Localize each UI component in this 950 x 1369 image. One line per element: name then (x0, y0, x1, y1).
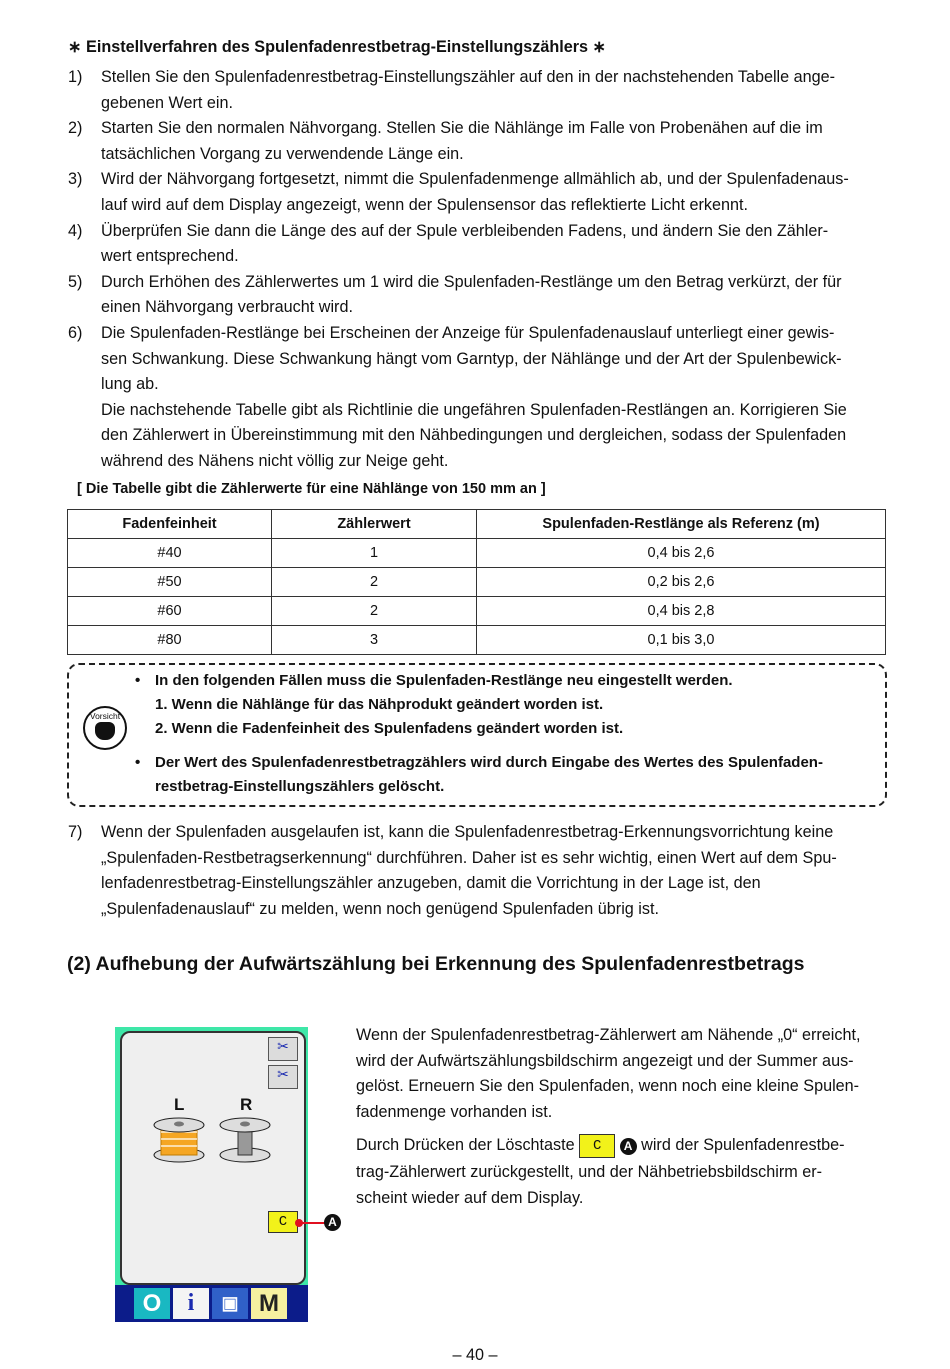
step-number: 5) (68, 272, 83, 291)
col-header: Fadenfeinheit (68, 510, 272, 539)
caution-bullet: • In den folgenden Fällen muss die Spulenfaden-Restlänge neu eingestellt werden. (135, 672, 733, 689)
thread-trim-icon[interactable]: ✂ (268, 1037, 298, 1061)
step-text-line: lung ab. (101, 375, 159, 394)
cell: 3 (272, 626, 477, 655)
callout-line (301, 1222, 325, 1224)
step-text-line: lauf wird auf dem Display angezeigt, wenn der Spulensensor das reflektierte Licht erkennt. (101, 195, 748, 214)
ready-key[interactable]: O (134, 1288, 170, 1319)
step-text-line: Überprüfen Sie dann die Länge des auf der Spule verbleibenden Fadens, und ändern Sie den Zähler- (101, 221, 829, 240)
communication-key[interactable]: ▣ (212, 1288, 248, 1319)
cell: #60 (68, 597, 272, 626)
cell: 0,4 bis 2,8 (477, 597, 886, 626)
full-bobbin-icon (152, 1115, 207, 1165)
cell: #40 (68, 539, 272, 568)
step-number: 2) (68, 119, 83, 138)
thread-clamp-icon[interactable]: ✂ (268, 1065, 298, 1089)
step-text-line: während des Nähens nicht völlig zur Neige geht. (101, 451, 449, 470)
table-row (68, 539, 886, 568)
empty-bobbin-icon (218, 1115, 273, 1165)
step-text-line: den Zählerwert in Übereinstimmung mit den Nähbedingungen und dergleichen, sodass der Spulenfaden (101, 426, 847, 445)
section-title: (2) Aufhebung der Aufwärtszählung bei Erkennung des Spulenfadenrestbetrags (67, 953, 805, 975)
bobbin-counter-panel (115, 1027, 337, 1322)
caution-box (67, 663, 887, 807)
table-row (68, 597, 886, 626)
table-header-row (68, 510, 886, 539)
step-number: 3) (68, 170, 83, 189)
step-text-line: Stellen Sie den Spulenfadenrestbetrag-Einstellungszähler auf den in der nachstehenden Tabelle ange- (101, 68, 836, 86)
step-number: 4) (68, 221, 83, 240)
col-header: Zählerwert (272, 510, 477, 539)
panel-key-bar (115, 1285, 308, 1322)
cell: 2 (272, 568, 477, 597)
clear-button[interactable]: C (268, 1211, 298, 1233)
procedure-heading: ∗ Einstellverfahren des Spulenfadenrestbetrag-Einstellungszählers ∗ (68, 38, 607, 56)
callout-a-label: A (324, 1214, 341, 1231)
step-text-line: Starten Sie den normalen Nähvorgang. Stellen Sie die Nählänge im Falle von Probenähen auf die im (101, 119, 823, 138)
table-row (68, 568, 886, 597)
info-key[interactable]: i (173, 1288, 209, 1319)
table-note: [ Die Tabelle gibt die Zählerwerte für eine Nählänge von 150 mm an ] (77, 481, 546, 497)
bobbin-right-label: R (240, 1095, 253, 1114)
callout-a-inline: A (620, 1138, 637, 1155)
caution-subitem: 1. Wenn die Nählänge für das Nähprodukt geändert worden ist. (155, 696, 604, 713)
clear-key-inline: C (579, 1134, 615, 1158)
caution-bullet: • Der Wert des Spulenfadenrestbetragzählers wird durch Eingabe des Wertes des Spulenfaden- (135, 754, 823, 771)
bobbin-left-label: L (174, 1095, 185, 1114)
mode-key[interactable]: M (251, 1288, 287, 1319)
step-text-line: einen Nähvorgang verbraucht wird. (101, 298, 353, 317)
manual-page: ∗ Einstellverfahren des Spulenfadenrestbetrag-Einstellungszählers ∗ 1) Stellen Sie den Spulenfadenrestbetrag-Einstellungszähler auf den in der nachstehenden Tabelle ange- gebenen Wert ein. 2) Starten Sie den normalen Nähvorgang. Stellen Sie die Nählänge im Falle von Probenähen auf die im tatsächlichen Vorgang zu verwendende Länge ein. 3) Wird der Nähvorgang fortgesetzt, nimmt die Spulenfadenmenge allmählich ab, und der Spulenfadenaus- lauf wird auf dem Display angezeigt, wenn der Spulensensor das reflektierte Licht erkennt. 4) Überprüfen Sie dann die Länge des auf der Spule verbleibenden Fadens, und ändern Sie den Zähler- wert entsprechend. 5) Durch Erhöhen des Zählerwertes um 1 wird die Spulenfaden-Restlänge um den Betrag verkürzt, der für einen Nähvorgang verbraucht wird. 6) Die Spulenfaden-Restlänge bei Erscheinen der Anzeige für Spulenfadenauslauf unterliegt einer gewis- sen Schwankung. Diese Schwankung hängt vom Garntyp, der Nählänge und der Art der Spulenbewick- lung ab. Die nachstehende Tabelle gibt als Richtlinie die ungefähren Spulenfaden-Restlängen an. Korrigieren Sie den Zählerwert in Übereinstimmung mit den Nähbedingungen und dergleichen, sodass der Spulenfaden während des Nähens nicht völlig zur Neige geht. [ Die Tabelle gibt die Zählerwerte für eine Nählänge von 150 mm an ] Fadenfeinheit Zählerwert Spulenfaden-Restlänge als Referenz (m) #40 1 0,4 bis 2,6 #50 2 0,2 bis 2,6 #60 2 0,4 bis 2,8 #80 3 0,1 bis 3,0 Vorsicht • In den folgenden Fällen muss die Spulenfaden-Restlänge neu eingestellt werden. 1. Wenn die Nählänge für das Nähprodukt geändert worden ist. 2. Wenn die Fadenfeinheit des Spulenfadens geändert worden ist. • Der Wert des Spulenfadenrestbetragzählers wird durch Eingabe des Wertes des Spulenfaden- restbetrag-Einstellungszählers gelöscht. 7) Wenn der Spulenfaden ausgelaufen ist, kann die Spulenfadenrestbetrag-Erkennungsvorrichtung keine „Spulenfaden-Restbetragserkennung“ durchführen. Daher ist es sehr wichtig, einen Wert auf dem Spu- lenfadenrestbetrag-Einstellungszähler anzugeben, damit die Vorrichtung in der Lage ist, den „Spulenfadenauslauf“ zu melden, wenn noch genügend Spulenfaden übrig ist. (2) Aufhebung der Aufwärtszählung bei Erkennung des Spulenfadenrestbetrags ✂ ✂ L R C A O i ▣ M Wenn der Spulenfadenrestbetrag-Zählerwert am Nähende „0“ erreicht, wird der Aufwärtszählungsbildschirm angezeigt und der Summer aus- gelöst. Erneuern Sie den Spulenfaden, wenn noch eine kleine Spulen- fadenmenge vorhanden ist. Durch Drücken der Löschtaste C A wird der Spulenfadenrestbe- trag-Zählerwert zurückgestellt, und der Nähbetriebsbildschirm er- scheint wieder auf dem Display. – 40 – (0, 0, 950, 1369)
counter-table (67, 509, 886, 655)
cell: 0,2 bis 2,6 (477, 568, 886, 597)
step-text-line: tatsächlichen Vorgang zu verwendende Länge ein. (101, 144, 464, 163)
step-text-line: sen Schwankung. Diese Schwankung hängt vom Garntyp, der Nählänge und der Art der Spulenbewick- (101, 349, 842, 368)
step-text-line: Durch Erhöhen des Zählerwertes um 1 wird die Spulenfaden-Restlänge um den Betrag verkürzt, der für (101, 272, 842, 291)
cell: 2 (272, 597, 477, 626)
step-number: 6) (68, 324, 83, 342)
cell: 0,4 bis 2,6 (477, 539, 886, 568)
step-text-line: Wird der Nähvorgang fortgesetzt, nimmt die Spulenfadenmenge allmählich ab, und der Spulenfadenaus- (101, 170, 849, 189)
caution-subitem: 2. Wenn die Fadenfeinheit des Spulenfadens geändert worden ist. (155, 720, 624, 737)
step-text-line: wert entsprechend. (101, 247, 239, 266)
caution-bullet-cont: restbetrag-Einstellungszählers gelöscht. (155, 778, 445, 795)
step-text-line: Die Spulenfaden-Restlänge bei Erscheinen der Anzeige für Spulenfadenauslauf unterliegt einer gewis- (101, 324, 835, 342)
caution-hand-icon: Vorsicht (83, 706, 127, 750)
col-header: Spulenfaden-Restlänge als Referenz (m) (477, 510, 886, 539)
page-number: – 40 – (452, 1346, 498, 1364)
cell: #50 (68, 568, 272, 597)
cell: 1 (272, 539, 477, 568)
step-text-line: Die nachstehende Tabelle gibt als Richtlinie die ungefähren Spulenfaden-Restlängen an. Korrigieren Sie (101, 400, 847, 419)
reset-description: Wenn der Spulenfadenrestbetrag-Zählerwert am Nähende „0“ erreicht, wird der Aufwärtszählungsbildschirm angezeigt und der Summer aus- gelöst. Erneuern Sie den Spulenfaden, wenn noch eine kleine Spulen- fadenmenge vorhanden ist. Durch Drücken der Löschtaste C A wird der Spulenfadenrestbe- trag-Zählerwert zurückgestellt, und der Nähbetriebsbildschirm er- scheint wieder auf dem Display. (356, 1026, 861, 1207)
step-text-line: gebenen Wert ein. (101, 93, 233, 112)
step-number: 1) (68, 68, 83, 86)
cell: 0,1 bis 3,0 (477, 626, 886, 655)
table-row (68, 626, 886, 655)
panel-screen (120, 1031, 306, 1285)
cell: #80 (68, 626, 272, 655)
